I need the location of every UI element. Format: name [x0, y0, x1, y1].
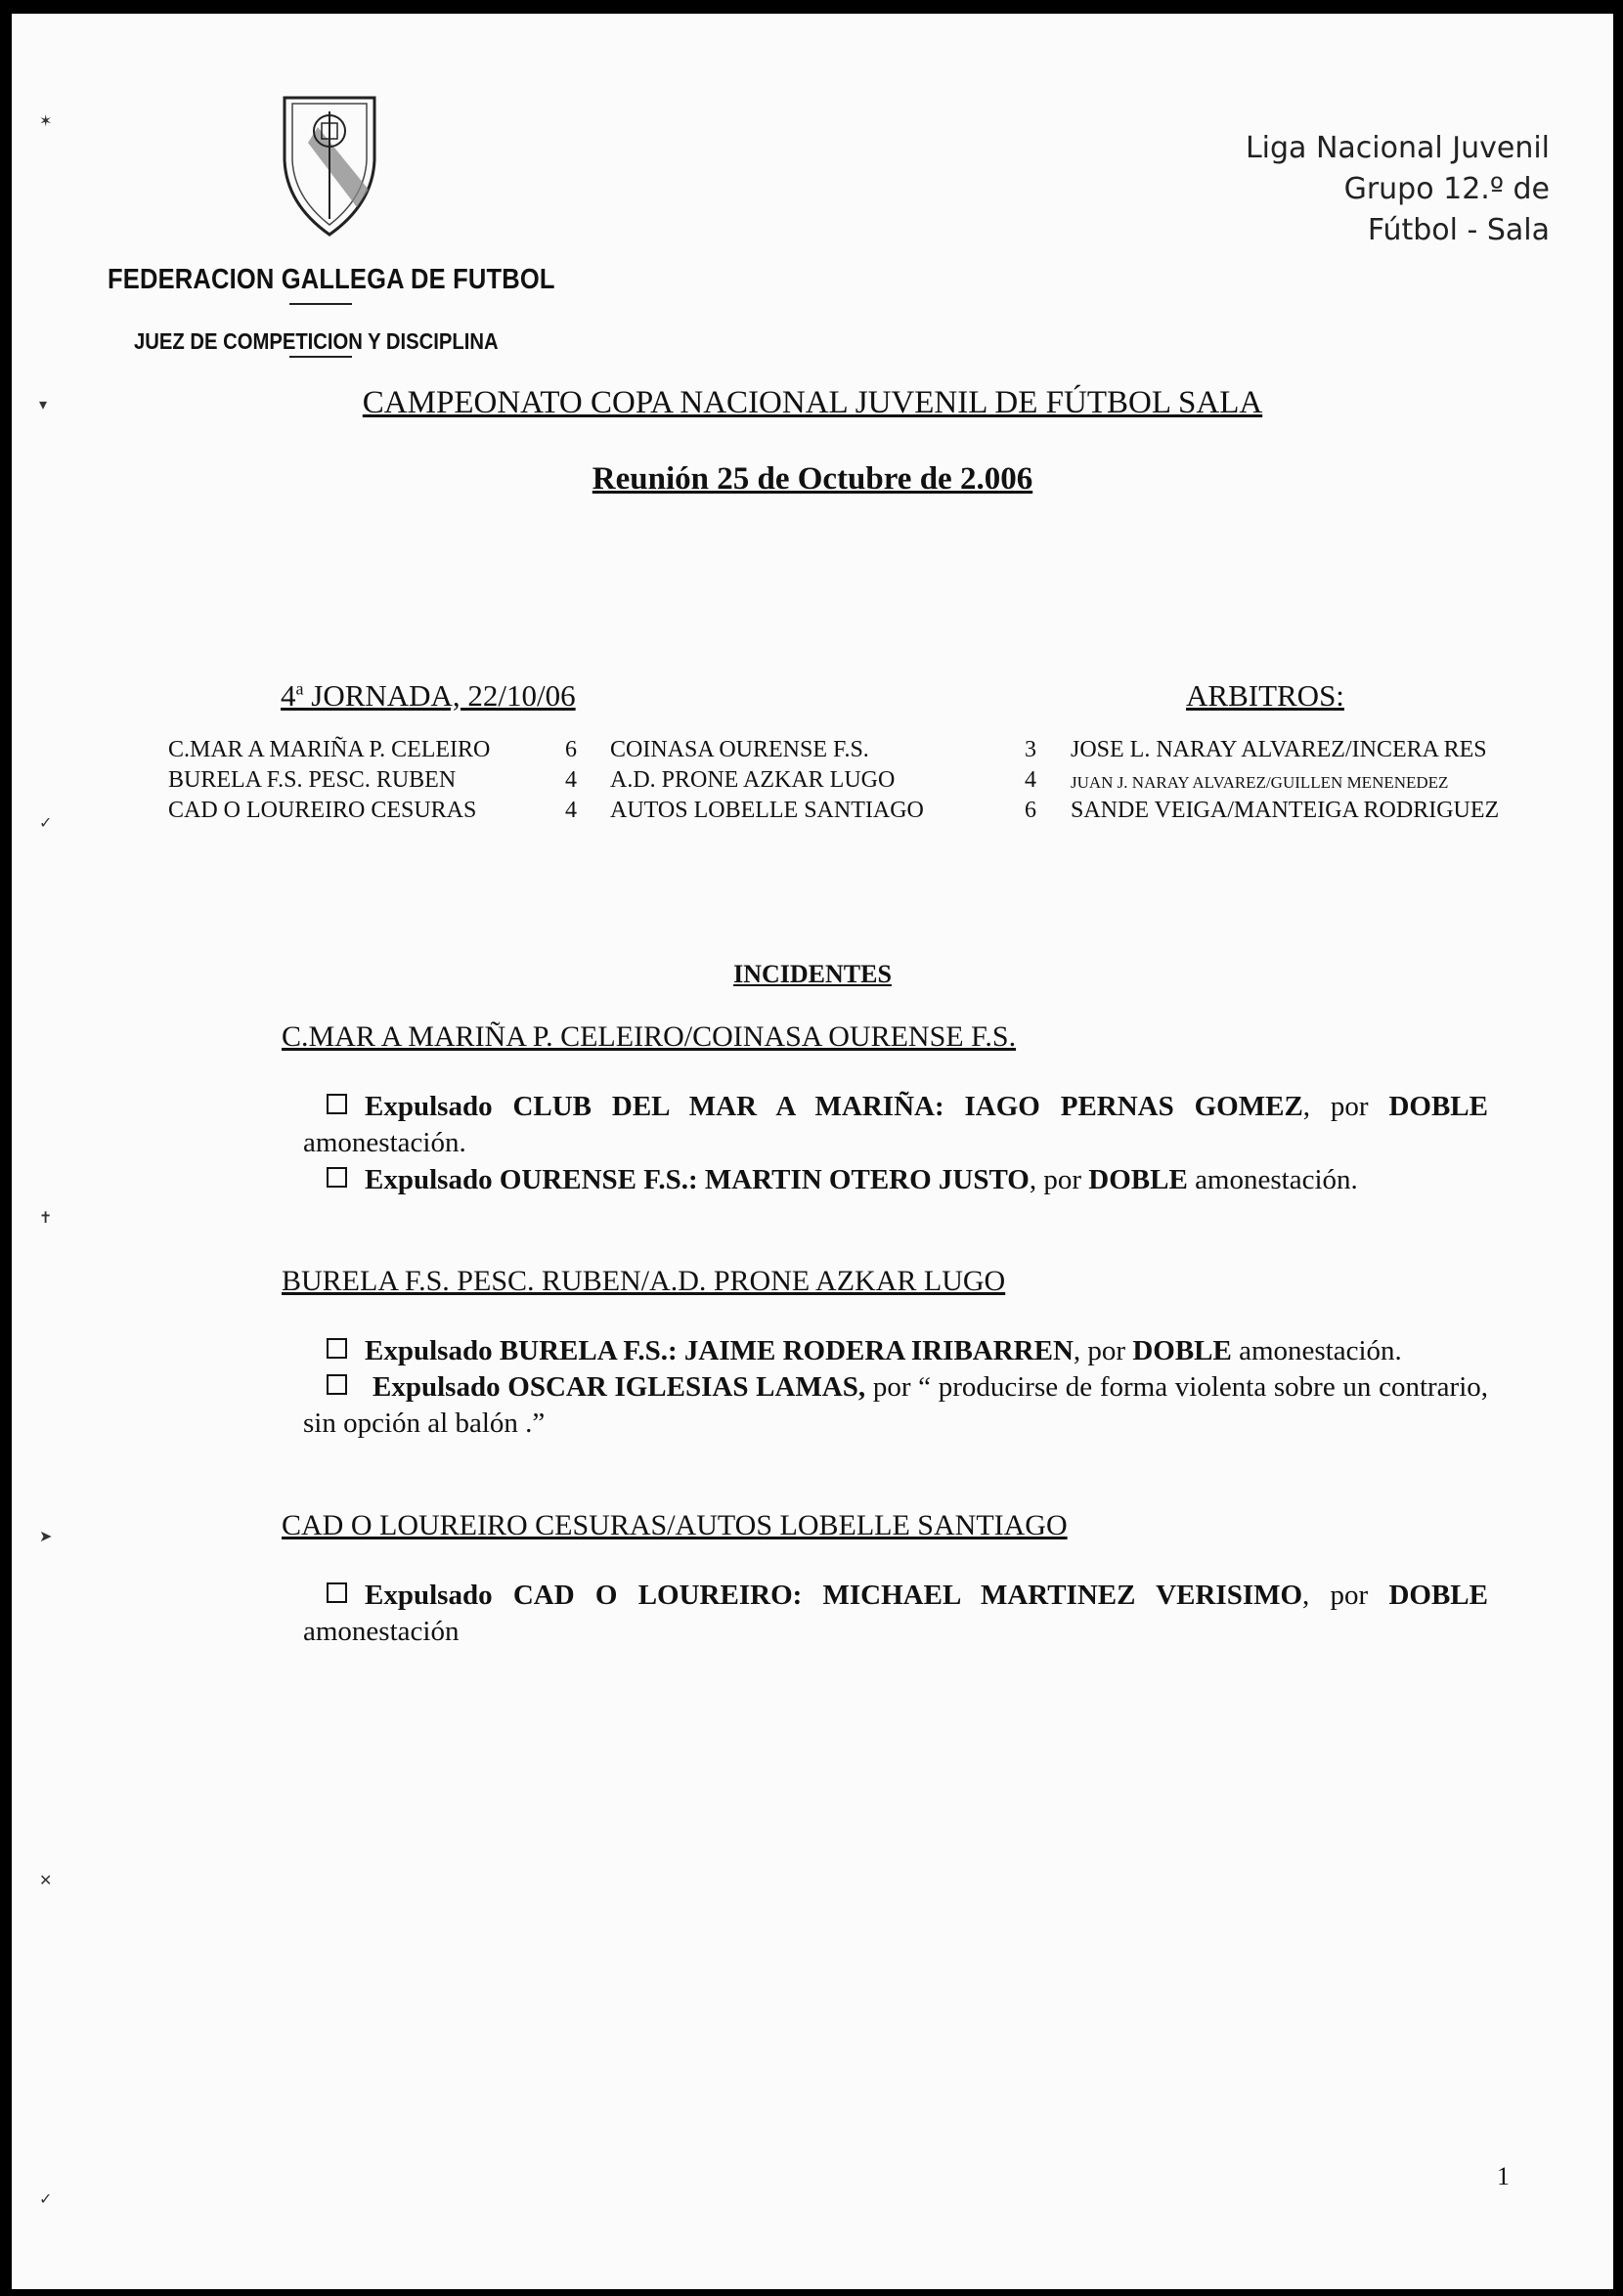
scan-mark: ✕: [39, 1871, 53, 1889]
checkbox-bullet-icon: [327, 1094, 347, 1114]
referees: SANDE VEIGA/MANTEIGA RODRIGUEZ: [1071, 798, 1500, 823]
away-score: 6: [1025, 798, 1036, 823]
scan-mark: ✶: [39, 111, 53, 130]
home-score: 4: [565, 767, 577, 793]
incident-item: Expulsado CLUB DEL MAR A MARIÑA: IAGO PERNAS GOMEZ, por DOBLE amonestación.: [303, 1091, 1488, 1158]
away-team: AUTOS LOBELLE SANTIAGO: [610, 798, 924, 823]
scan-mark: ✓: [39, 813, 53, 832]
incident-item: Expulsado CAD O LOUREIRO: MICHAEL MARTINEZ VERISIMO, por DOBLE amonestación: [303, 1580, 1488, 1647]
checkbox-bullet-icon: [327, 1338, 347, 1359]
scan-mark: ✓: [39, 2189, 53, 2208]
home-score: 4: [565, 798, 577, 823]
referees-heading: ARBITROS:: [1186, 678, 1344, 713]
league-line: Liga Nacional Juvenil: [1245, 131, 1550, 165]
scan-mark: ✝: [39, 1208, 53, 1227]
home-team: C.MAR A MARIÑA P. CELEIRO: [168, 737, 491, 762]
away-team: COINASA OURENSE F.S.: [610, 737, 869, 762]
scan-mark: ▾: [39, 395, 48, 413]
away-score: 3: [1025, 737, 1036, 762]
referees: JOSE L. NARAY ALVAREZ/INCERA RES: [1071, 737, 1487, 762]
incident-item: Expulsado BURELA F.S.: JAIME RODERA IRIBARREN, por DOBLE amonestación.: [303, 1333, 1488, 1369]
checkbox-bullet-icon: [327, 1582, 347, 1603]
document-title: CAMPEONATO COPA NACIONAL JUVENIL DE FÚTBOL SALA: [362, 385, 1263, 420]
divider: [289, 356, 352, 358]
incident-section-title: BURELA F.S. PESC. RUBEN/A.D. PRONE AZKAR LUGO: [282, 1265, 1006, 1297]
incident-item: Expulsado OSCAR IGLESIAS LAMAS, por “ producirse de forma violenta sobre un contrario, sin opción al balón .”: [303, 1371, 1488, 1439]
jornada-heading: [281, 678, 576, 714]
judge-title: JUEZ DE COMPETICION Y DISCIPLINA: [134, 328, 499, 354]
page-number: 1: [1497, 2162, 1510, 2190]
jornada-number: 4: [281, 678, 296, 713]
jornada-date: JORNADA, 22/10/06: [303, 678, 576, 713]
federation-crest-logo: [279, 92, 380, 238]
incident-section-title: C.MAR A MARIÑA P. CELEIRO/COINASA OURENSE F.S.: [282, 1020, 1017, 1053]
checkbox-bullet-icon: [327, 1167, 347, 1188]
incidents-heading: INCIDENTES: [733, 960, 892, 988]
meeting-date: Reunión 25 de Octubre de 2.006: [592, 461, 1033, 497]
incident-item: Expulsado OURENSE F.S.: MARTIN OTERO JUSTO, por DOBLE amonestación.: [303, 1162, 1488, 1198]
document-page: [12, 14, 1613, 2289]
federation-name: FEDERACION GALLEGA DE FUTBOL: [108, 264, 555, 295]
away-score: 4: [1025, 767, 1036, 793]
league-heading: [1246, 128, 1550, 251]
home-score: 6: [565, 737, 577, 762]
jornada-ordinal: a: [295, 678, 304, 699]
home-team: CAD O LOUREIRO CESURAS: [168, 798, 477, 823]
league-line: Fútbol - Sala: [1367, 213, 1550, 247]
league-line: Grupo 12.º de: [1343, 172, 1550, 206]
scan-mark: ➤: [39, 1527, 53, 1545]
incident-section-title: CAD O LOUREIRO CESURAS/AUTOS LOBELLE SANTIAGO: [282, 1509, 1068, 1541]
away-team: A.D. PRONE AZKAR LUGO: [610, 767, 896, 793]
checkbox-bullet-icon: [327, 1374, 347, 1395]
home-team: BURELA F.S. PESC. RUBEN: [168, 767, 457, 793]
referees: JUAN J. NARAY ALVAREZ/GUILLEN MENENEDEZ: [1071, 773, 1449, 792]
divider: [289, 303, 352, 305]
